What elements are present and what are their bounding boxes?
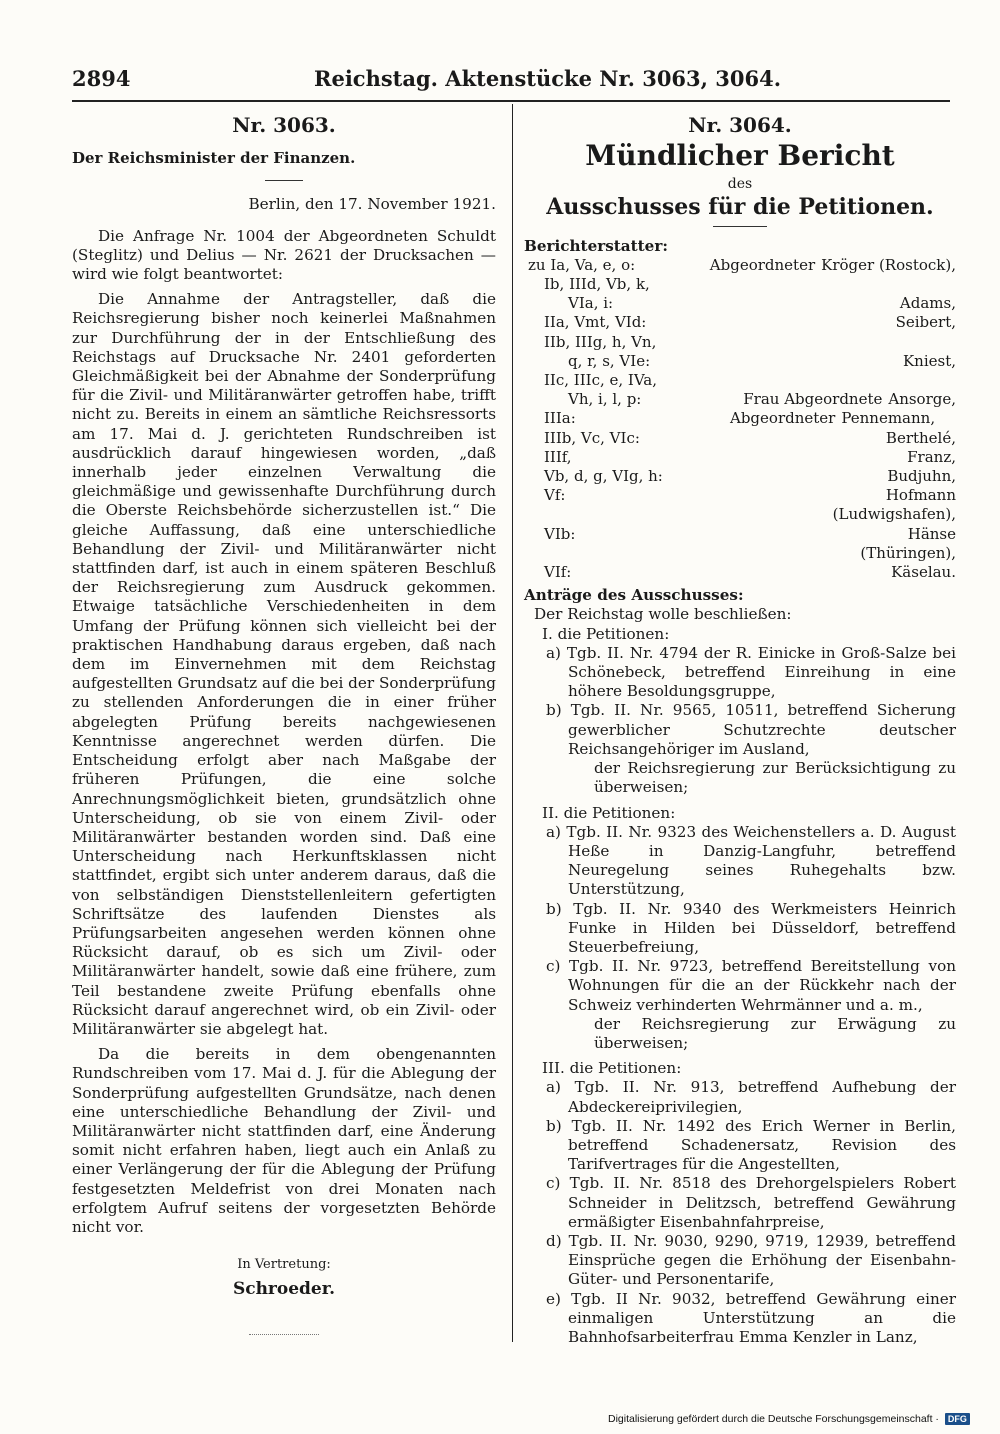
footer-credit <box>608 1413 970 1425</box>
berichterstatter-cell-b <box>730 275 820 294</box>
berichterstatter-cell-c: Pennemann, <box>841 409 936 428</box>
berichterstatter-row <box>524 390 956 409</box>
berichterstatter-row <box>524 313 956 332</box>
end-rule <box>249 1334 319 1335</box>
berichterstatter-cell-b <box>702 486 778 505</box>
berichterstatter-cell-c: Ansorge, <box>888 390 956 409</box>
berichterstatter-cell-a: Vb, d, g, VIg, h: <box>544 467 663 486</box>
running-title: Reichstag. Aktenstücke Nr. 3063, 3064. <box>314 66 782 91</box>
berichterstatter-cell-c: Budjuhn, <box>887 467 956 486</box>
berichterstatter-cell-c: Kröger (Rostock), <box>821 255 956 274</box>
berichterstatter-cell-a: q, r, s, VIe: <box>568 351 651 370</box>
berichterstatter-cell-a: Vh, i, l, p: <box>568 390 642 409</box>
column-divider <box>512 104 513 1342</box>
berichterstatter-cell-a: IIIf, <box>544 447 572 466</box>
berichterstatter-row <box>524 333 956 352</box>
right-column <box>524 112 956 1347</box>
berichterstatter-cell-b <box>730 371 820 390</box>
report-title: Mündlicher Bericht <box>585 139 895 173</box>
berichterstatter-row <box>524 525 956 544</box>
title-rule <box>713 226 767 227</box>
berichterstatter-cell-b <box>660 544 726 563</box>
berichterstatter-cell-c: (Thüringen), <box>860 543 956 562</box>
berichterstatter-row <box>524 544 956 563</box>
berichterstatter-cell-b <box>642 505 699 524</box>
dateline: Berlin, den 17. November 1921. <box>248 195 496 214</box>
section-2-item-a: a) Tgb. II. Nr. 9323 des Weichenstellers a. D. August Heße in Danzig-Langfuhr, betreffend Neuregelung seines Ruhegehalts bzw. Unterstützung, <box>546 822 956 899</box>
berichterstatter-cell-a <box>524 505 642 524</box>
berichterstatter-cell-a: IIa, Vmt, VId: <box>544 313 647 332</box>
signature: Schroeder. <box>232 1279 336 1300</box>
berichterstatter-cell-b <box>703 467 780 486</box>
berichterstatter-row <box>524 467 956 486</box>
berichterstatter-row <box>524 275 956 294</box>
section-1-title: I. die Petitionen: <box>542 624 670 643</box>
berichterstatter-cell-c: Berthelé, <box>885 428 956 447</box>
document-number-3063: Nr. 3063. <box>232 113 336 137</box>
section-1-item-b: b) Tgb. II. Nr. 9565, 10511, betreffend Sicherung gewerblicher Schutzrechte deutscher Reichsangehöriger im Ausland, <box>546 701 956 758</box>
berichterstatter-row <box>524 505 956 524</box>
section-2-title: II. die Petitionen: <box>542 803 676 822</box>
short-rule <box>265 180 303 181</box>
berichterstatter-cell-c <box>820 333 956 352</box>
berichterstatter-cell-c <box>820 371 956 390</box>
berichterstatter-row <box>524 352 956 371</box>
in-vertretung: In Vertretung: <box>237 1257 331 1273</box>
section-3-item-e: e) Tgb. II Nr. 9032, betreffend Gewährung einer einmaligen Unterstützung an die Bahnhofsarbeiterfrau Emma Kenzler in Lanz, <box>546 1289 956 1346</box>
berichterstatter-cell-a: Ib, IIId, Vb, k, <box>544 275 650 294</box>
berichterstatter-row <box>524 409 956 428</box>
berichterstatter-cell-a: IIb, IIIg, h, Vn, <box>544 332 657 351</box>
left-column <box>72 112 496 1349</box>
section-2-item-c: c) Tgb. II. Nr. 9723, betreffend Bereitstellung von Wohnungen für die an der Rückkehr nach der Schweiz verhinderten Wehrmänner und a. m., <box>546 957 956 1014</box>
berichterstatter-cell-a: IIc, IIIc, e, IVa, <box>544 371 658 390</box>
header-rule <box>72 100 950 102</box>
berichterstatter-cell-a <box>524 544 660 563</box>
berichterstatter-cell-a: VIf: <box>544 563 572 582</box>
berichterstatter-row <box>524 486 956 505</box>
berichterstatter-cell-a: IIIb, Vc, VIc: <box>544 428 640 447</box>
berichterstatter-row <box>524 448 956 467</box>
berichterstatter-row <box>524 294 956 313</box>
committee-title: Ausschusses für die Petitionen. <box>546 194 934 221</box>
section-2-decision: der Reichsregierung zur Erwägung zu überweisen; <box>594 1014 956 1052</box>
berichterstatter-cell-b <box>721 352 795 371</box>
berichterstatter-cell-b <box>719 294 792 313</box>
berichterstatter-cell-a: zu Ia, Va, e, o: <box>528 255 636 274</box>
berichterstatter-cell-c <box>820 275 956 294</box>
section-3-item-b: b) Tgb. II. Nr. 1492 des Erich Werner in Berlin, betreffend Schadenersatz, Revision des Tarifvertrages für die Angestellten, <box>546 1116 956 1174</box>
section-2-item-b: b) Tgb. II. Nr. 9340 des Werkmeisters Heinrich Funke in Hilden bei Düsseldorf, betreffend Steuerbefreiung, <box>546 899 956 956</box>
page-header <box>72 66 952 100</box>
berichterstatter-row <box>524 563 956 582</box>
section-3-title: III. die Petitionen: <box>542 1059 682 1078</box>
berichterstatter-cell-b <box>716 448 799 467</box>
minister-line: Der Reichsminister der Finanzen. <box>72 149 356 168</box>
footer-text: Digitalisierung gefördert durch die Deutsche Forschungsgemeinschaft · <box>608 1413 939 1425</box>
berichterstatter-row <box>524 256 956 275</box>
berichterstatter-cell-c: Franz, <box>907 447 956 466</box>
berichterstatter-list <box>524 256 956 582</box>
page-number: 2894 <box>72 66 131 91</box>
document-number-3064: Nr. 3064. <box>688 113 792 137</box>
title-des: des <box>727 176 753 193</box>
berichterstatter-row <box>524 371 956 390</box>
berichterstatter-cell-c: Käselau. <box>891 563 956 582</box>
berichterstatter-cell-c: Kniest, <box>902 351 956 370</box>
berichterstatter-cell-b: Frau Abgeordnete <box>743 390 883 409</box>
section-3-item-a: a) Tgb. II. Nr. 913, betreffend Aufhebung der Abdeckereiprivilegien, <box>546 1078 956 1116</box>
section-3-item-d: d) Tgb. II. Nr. 9030, 9290, 9719, 12939, betreffend Einsprüche gegen die Erhöhung der Eisenbahn-Güter- und Personentarife, <box>546 1231 956 1289</box>
berichterstatter-cell-c: Hofmann <box>885 486 956 505</box>
intro-line: Der Reichstag wolle beschließen: <box>534 605 792 624</box>
berichterstatter-cell-b <box>705 563 783 582</box>
paragraph-2: Die Annahme der Antragsteller, daß die Reichsregierung bisher noch keinerlei Maßnahmen zur Durchführung der in der Entschließung des Reichstags auf Drucksache Nr. 2401 geforderten Gleichmäßigkeit bei der Abnahme der Sonderprüfung für die Zivil- und Militäranwärter getroffen habe, trifft nicht zu. Bereits in einem an sämtliche Reichsressorts am 17. Mai d. J. gerichteten Rundschreiben ist ausdrücklich darauf hingewiesen worden, „daß innerhalb jeder einzelnen Verwaltung die gleichmäßige und gewissenhafte Durchführung durch die Oberste Reichsbehörde sicherzustellen ist.“ Die gleiche Auffassung, daß eine unterschiedliche Behandlung der Zivil- und Militäranwärter nicht stattfinden darf, ist auch in einem späteren Beschluß der Reichsregierung zum Ausdruck gekommen. Etwaige tatsächliche Verschiedenheiten in dem Umfang der Prüfung können sich vielleicht bei der praktischen Handhabung daraus ergeben, daß nach dem im Einvernehmen mit dem Reichstag aufgestellten Grundsatz auf die bei der Sonderprüfung zu stellenden Anforderungen die in einer früher abgelegten Prüfung bereits nachgewiesenen Kenntnisse angerechnet werden dürfen. Die Entscheidung erfolgt aber nach Maßgabe der früheren Prüfungen, die eine solche Anrechnungsmöglichkeit bieten, grundsätzlich ohne Unterscheidung, ob sie von einem Zivil- oder Militäranwärter bestanden worden sind. Daß eine Unterscheidung nach Herkunftsklassen nicht stattfindet, ergibt sich unter anderem daraus, daß die von selbständigen Dienststellenleitern gefertigten Schriftsätze des laufenden Dienstes als Prüfungsarbeiten angesehen werden können ohne Rücksicht darauf, ob es sich um Zivil- oder Militäranwärter handelt, sowie daß eine frühere, zum Teil bestandene zweite Prüfung ebenfalls ohne Rücksicht darauf angerechnet wird, ob ein Zivil- oder Militäranwärter sie abgelegt hat. <box>72 290 496 1038</box>
berichterstatter-cell-a: IIIa: <box>544 409 576 428</box>
berichterstatter-cell-b <box>716 525 799 544</box>
section-1-item-a: a) Tgb. II. Nr. 4794 der R. Einicke in Groß-Salze bei Schönebeck, betreffend Einreihung in eine höhere Besoldungsgruppe, <box>546 643 956 701</box>
berichterstatter-row <box>524 429 956 448</box>
berichterstatter-cell-c: Seibert, <box>895 313 956 332</box>
section-3-item-c: c) Tgb. II. Nr. 8518 des Drehorgelspielers Robert Schneider in Delitzsch, betreffend Gewährung ermäßigter Eisenbahnfahrpreise, <box>546 1174 956 1231</box>
paragraph-1: Die Anfrage Nr. 1004 der Abgeordneten Schuldt (Steglitz) und Delius — Nr. 2621 der Drucksachen — wird wie folgt beantwortet: <box>72 226 496 284</box>
berichterstatter-cell-a: Vf: <box>544 486 566 505</box>
berichterstatter-cell-b: Abgeordneter <box>730 409 836 428</box>
paragraph-3: Da die bereits in dem obengenannten Rundschreiben vom 17. Mai d. J. für die Ablegung der Sonderprüfung aufgestellten Grundsätze, nach denen eine unterschiedliche Behandlung der Zivil- und Militäranwärter nicht stattfinden darf, eine Änderung somit nicht erfahren haben, liegt auch ein Anlaß zu einer Verlängerung der für die Ablegung der Prüfung festgesetzten Meldefrist von drei Monaten nach erfolgtem Aufruf seitens der vorgesetzten Behörde nicht vor. <box>72 1045 496 1236</box>
berichterstatter-cell-b <box>730 333 820 352</box>
berichterstatter-label: Berichterstatter: <box>524 236 668 255</box>
berichterstatter-cell-b: Abgeordneter <box>709 255 816 274</box>
section-1-decision: der Reichsregierung zur Berücksichtigung zu überweisen; <box>594 759 956 797</box>
antraege-label: Anträge des Ausschusses: <box>524 586 744 605</box>
dfg-logo: DFG <box>945 1413 970 1425</box>
berichterstatter-cell-c: Adams, <box>899 294 956 313</box>
berichterstatter-cell-a: VIb: <box>544 524 576 543</box>
berichterstatter-cell-b <box>708 313 787 332</box>
berichterstatter-cell-b <box>702 429 778 448</box>
berichterstatter-cell-c: (Ludwigshafen), <box>832 505 956 524</box>
berichterstatter-cell-a: VIa, i: <box>568 294 614 313</box>
berichterstatter-cell-c: Hänse <box>907 524 956 543</box>
